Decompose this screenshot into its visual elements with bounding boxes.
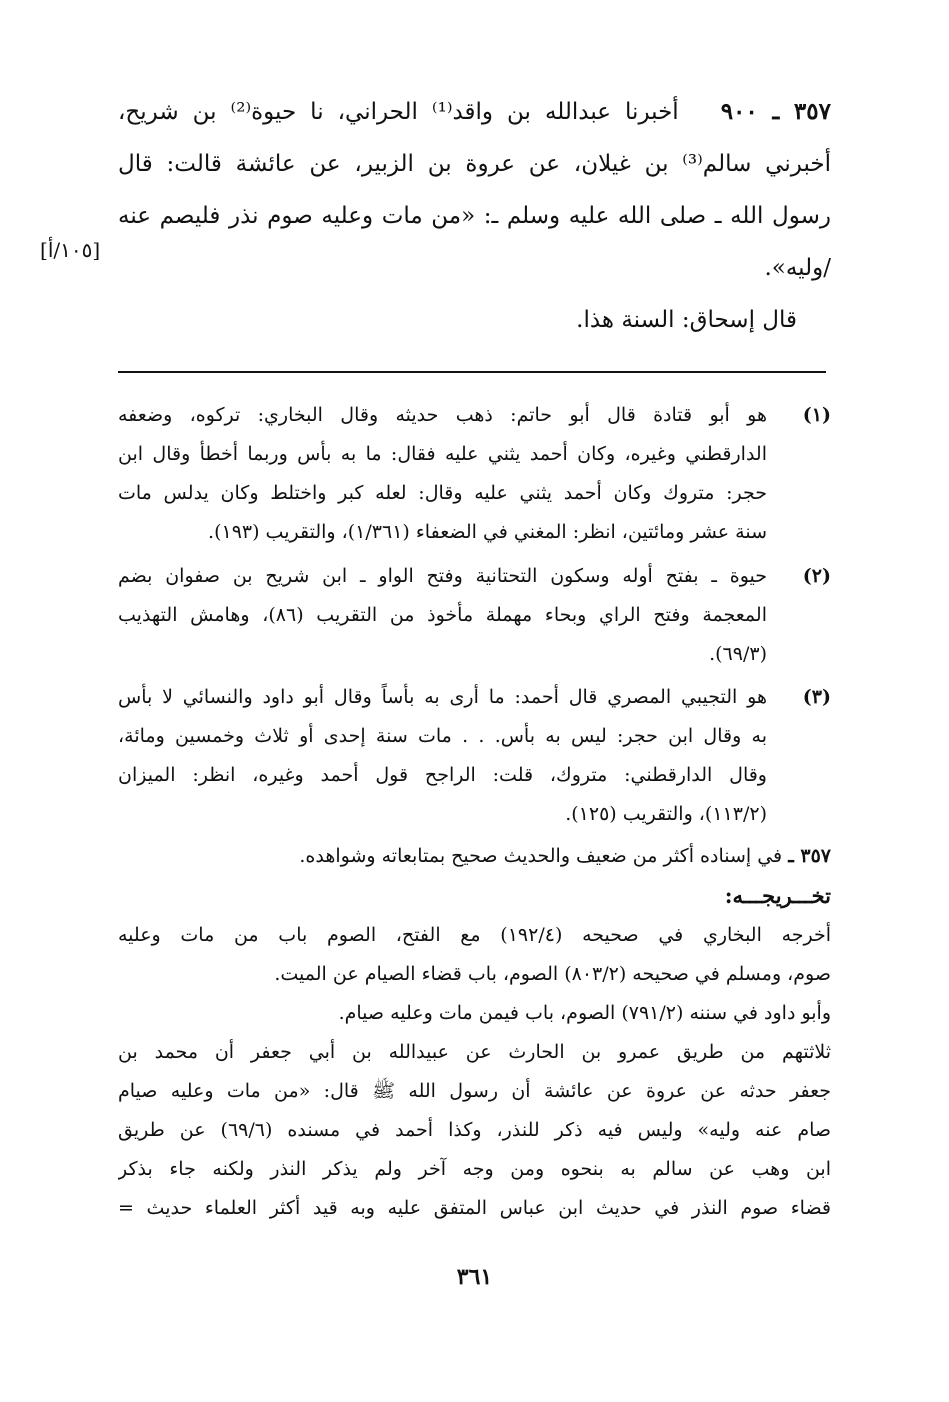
- footnote-line: حجر: متروك وكان أحمد يثني عليه وقال: لعله كبر واختلط وكان يدلس مات: [118, 482, 767, 504]
- hadith-number: ٣٥٧ ـ ٩٠٠: [720, 98, 831, 125]
- takhrij-line: جعفر حدثه عن عروة عن عائشة أن رسول الله ﷺ قال: «من مات وعليه صيام: [118, 1080, 831, 1102]
- note-number: ٣٥٧ ـ: [788, 845, 831, 867]
- footnote-3: [118, 678, 831, 834]
- hadith-line: [118, 86, 831, 138]
- footnote-marker: (٢): [802, 565, 831, 587]
- takhrij-line: صوم، ومسلم في صحيحه (٨٠٣/٢) الصوم، باب قضاء الصيام عن الميت.: [274, 963, 831, 985]
- footnote-line: (٦٩/٣).: [709, 643, 767, 665]
- footnote-line: سنة عشر ومائتين، انظر: المغني في الضعفاء (١/٣٦١)، والتقريب (١٩٣).: [208, 521, 767, 543]
- footnote-line: (١١٣/٢)، والتقريب (١٢٥).: [565, 803, 767, 825]
- takhrij-line: ثلاثتهم من طريق عمرو بن الحارث عن عبيدالله بن أبي جعفر أن محمد بن: [118, 1041, 831, 1063]
- takhrij-line: أخرجه البخاري في صحيحه (١٩٢/٤) مع الفتح، الصوم باب من مات وعليه: [118, 924, 831, 946]
- footnote-line: المعجمة وفتح الراي وبحاء مهملة مأخوذ من التقريب (٨٦)، وهامش التهذيب: [118, 604, 767, 626]
- hadith-block: [118, 86, 831, 346]
- footnote-line: هو التجيبي المصري قال أحمد: ما أرى به بأساً وقال أبو داود والنسائي لا بأس: [118, 686, 767, 708]
- footnote-marker: (١): [802, 404, 831, 426]
- hadith-line: أخبرني سالم⁽³⁾ بن غيلان، عن عروة بن الزبير، عن عائشة قالت: قال: [118, 151, 831, 177]
- ishaq-statement: قال إسحاق: السنة هذا.: [576, 307, 797, 333]
- takhrij-line: ابن وهب عن سالم به بنحوه ومن وجه آخر ولم يذكر النذر ولكنه جاء بذكر: [118, 1158, 831, 1180]
- footnote-1: [118, 396, 831, 552]
- hadith-line: /وليه».: [764, 255, 831, 281]
- footnote-line: حيوة ـ بفتح أوله وسكون التحتانية وفتح الواو ـ ابن شريح بن صفوان بضم: [118, 565, 767, 587]
- folio-mark: [١٠٥/أ]: [40, 238, 101, 262]
- takhrij-body: [118, 916, 831, 1228]
- takhrij-line: قضاء صوم النذر في حديث ابن عباس المتفق عليه وبه قيد أكثر العلماء حديث =: [118, 1197, 831, 1219]
- takhrij-heading: تخـــريجـــه:: [724, 883, 831, 908]
- hadith-line: رسول الله ـ صلى الله عليه وسلم ـ: «من مات وعليه صوم نذر فليصم عنه: [118, 203, 831, 229]
- hadith-grade-note: [118, 837, 831, 876]
- footnote-line: وقال الدارقطني: متروك، قلت: الراجح قول أحمد وغيره، انظر: الميزان: [118, 764, 767, 786]
- footnote-divider: [118, 371, 826, 373]
- footnote-line: به وقال ابن حجر: ليس به بأس. . . مات سنة إحدى أو ثلاث وخمسين ومائة،: [118, 725, 767, 747]
- footnote-line: الدارقطني وغيره، وكان أحمد يثني عليه فقال: ما به بأس وربما أخطأ وقال ابن: [118, 443, 767, 465]
- hadith-text: أخبرنا عبدالله بن واقد⁽¹⁾ الحراني، نا حيوة⁽²⁾ بن شريح،: [118, 99, 679, 125]
- note-text: في إسناده أكثر من ضعيف والحديث صحيح بمتابعاته وشواهده.: [299, 845, 783, 867]
- takhrij-line: صام عنه وليه» وليس فيه ذكر للنذر، وكذا أحمد في مسنده (٦٩/٦) عن طريق: [118, 1119, 831, 1141]
- footnote-line: هو أبو قتادة قال أبو حاتم: ذهب حديثه وقال البخاري: تركوه، وضعفه: [118, 404, 767, 426]
- page-number: ٣٦١: [456, 1264, 493, 1290]
- takhrij-line: وأبو داود في سننه (٧٩١/٢) الصوم، باب فيمن مات وعليه صيام.: [338, 1002, 831, 1024]
- footnote-2: [118, 557, 831, 674]
- footnote-marker: (٣): [802, 686, 831, 708]
